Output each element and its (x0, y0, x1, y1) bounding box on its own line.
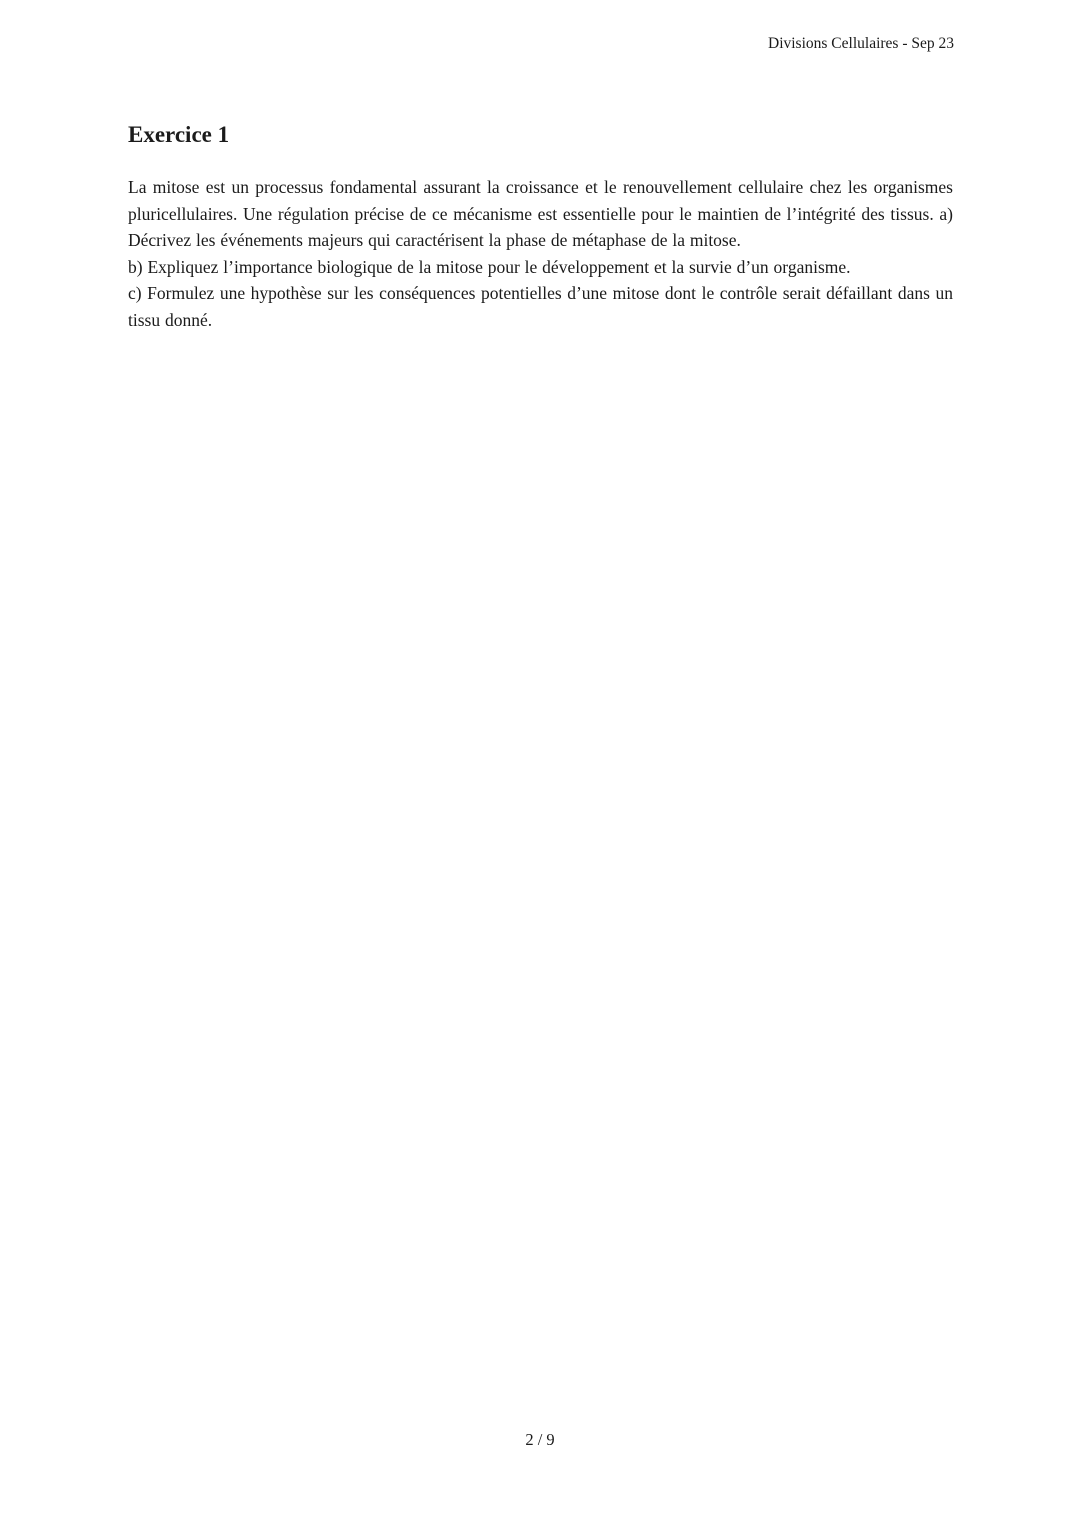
running-header: Divisions Cellulaires - Sep 23 (768, 35, 954, 52)
exercise-question-c: c) Formulez une hypothèse sur les conséquences potentielles d’une mitose dont le contrôle serait défaillant dans un tissu donné. (128, 283, 953, 330)
page-content (128, 120, 953, 333)
exercise-paragraph-intro: La mitose est un processus fondamental assurant la croissance et le renouvellement cellulaire chez les organismes pluricellulaires. Une régulation précise de ce mécanisme est essentielle pour le maintien de l’intégrité des tissus. a) Décrivez les événements majeurs qui caractérisent la phase de métaphase de la mitose. (128, 177, 953, 250)
page-number: 2 / 9 (525, 1430, 555, 1449)
exercise-question-b: b) Expliquez l’importance biologique de la mitose pour le développement et la survie d’un organisme. (128, 256, 851, 277)
exercise-title: Exercice 1 (128, 122, 230, 147)
exercise-body (128, 174, 953, 333)
